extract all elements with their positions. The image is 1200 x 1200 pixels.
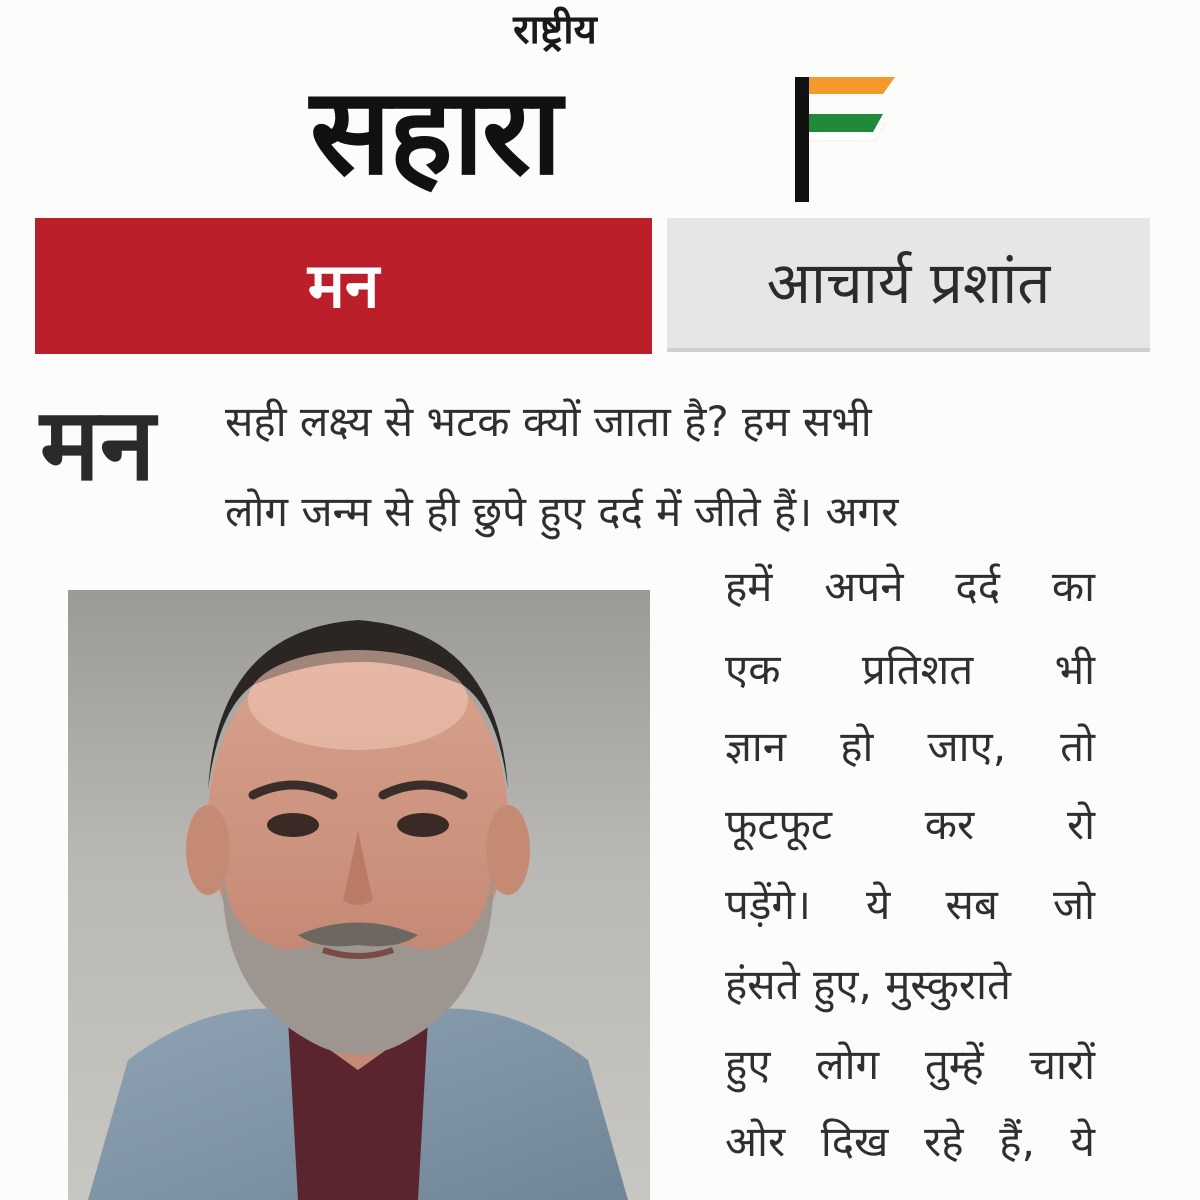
tricolor-flag-icon xyxy=(795,72,895,202)
article-line: हुए लोग तुम्हें चारों xyxy=(725,1040,1095,1089)
section-banner xyxy=(35,218,1150,354)
section-box xyxy=(35,218,652,354)
portrait-illustration xyxy=(68,590,650,1200)
article-line: हमें अपने दर्द का xyxy=(725,562,1095,611)
article-line: हंसते हुए, मुस्कुराते xyxy=(725,960,1011,1009)
article-dropcap: मन xyxy=(40,386,156,503)
masthead-subtitle: राष्ट्रीय xyxy=(513,7,597,53)
section-label: मन xyxy=(307,249,380,322)
author-photo xyxy=(68,590,650,1200)
article-line: एक प्रतिशत भी xyxy=(725,645,1095,694)
masthead xyxy=(0,0,1200,215)
article-line: लोग जन्म से ही छुपे हुए दर्द में जीते हैं। अगर xyxy=(225,487,899,536)
author-box xyxy=(667,218,1150,352)
article-line: पड़ेंगे। ये सब जो xyxy=(725,880,1095,929)
masthead-title: सहारा xyxy=(310,63,561,202)
article-line: ज्ञान हो जाए, तो xyxy=(725,722,1095,771)
author-name: आचार्य प्रशांत xyxy=(766,249,1051,317)
article-line: ओर दिख रहे हैं, ये xyxy=(725,1117,1095,1166)
article-line: फूटफूट कर रो xyxy=(725,800,1095,849)
article-line: सही लक्ष्य से भटक क्यों जाता है? हम सभी xyxy=(225,397,872,446)
